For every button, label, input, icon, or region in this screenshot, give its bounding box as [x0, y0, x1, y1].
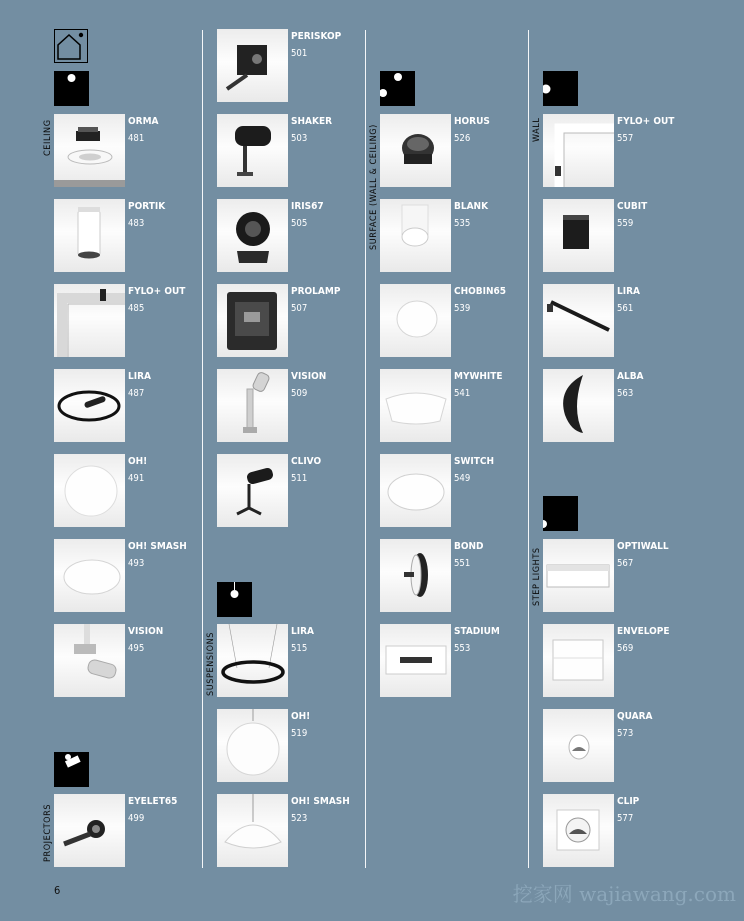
- product-thumbnail-envelope[interactable]: [543, 624, 614, 697]
- product-thumbnail-blank[interactable]: [380, 199, 451, 272]
- product-name: OH! SMASH: [128, 541, 187, 552]
- product-name: OH!: [128, 456, 148, 467]
- product-thumbnail-lira-wall[interactable]: [543, 284, 614, 357]
- product-page: 541: [454, 388, 471, 399]
- oval-icon: [54, 539, 125, 612]
- wall-cube-icon: [543, 199, 614, 272]
- product-thumbnail-fylo-out[interactable]: [54, 284, 125, 357]
- pole-spot-icon: [217, 369, 288, 442]
- product-thumbnail-shaker[interactable]: [217, 114, 288, 187]
- product-thumbnail-oh-smash-pendant[interactable]: [217, 794, 288, 867]
- rounded-disc-icon: [380, 284, 451, 357]
- recessed-slot-icon: [380, 624, 451, 697]
- spot-icon: [54, 624, 125, 697]
- product-page: 487: [128, 388, 145, 399]
- pendant-ring-icon: [217, 624, 288, 697]
- square-panel-icon: [380, 369, 451, 442]
- product-thumbnail-switch[interactable]: [380, 454, 451, 527]
- product-thumbnail-lira-pendant[interactable]: [217, 624, 288, 697]
- product-name: HORUS: [454, 116, 490, 127]
- ceiling-dot-icon: [54, 71, 89, 106]
- step-clip-icon: [543, 794, 614, 867]
- ring-icon: [54, 369, 125, 442]
- product-page: 526: [454, 133, 471, 144]
- product-thumbnail-prolamp[interactable]: [217, 284, 288, 357]
- flat-disc-icon: [380, 454, 451, 527]
- product-thumbnail-alba[interactable]: [543, 369, 614, 442]
- product-name: SWITCH: [454, 456, 495, 467]
- category-label-surface: SURFACE (WALL & CEILING): [369, 124, 379, 250]
- wall-disc-icon: [380, 539, 451, 612]
- column-divider: [202, 30, 203, 868]
- product-page: 509: [291, 388, 308, 399]
- product-name: LIRA: [291, 626, 314, 637]
- product-page: 523: [291, 813, 308, 824]
- product-thumbnail-lira[interactable]: [54, 369, 125, 442]
- spike-spot-icon: [217, 114, 288, 187]
- product-name: CLIVO: [291, 456, 322, 467]
- category-label-suspensions: SUSPENSIONS: [206, 632, 216, 696]
- product-thumbnail-chobin65[interactable]: [380, 284, 451, 357]
- product-page: 573: [617, 728, 634, 739]
- floodlight-icon: [217, 199, 288, 272]
- product-name: ALBA: [617, 371, 644, 382]
- product-page: 539: [454, 303, 471, 314]
- disc-icon: [54, 454, 125, 527]
- product-thumbnail-periskop[interactable]: [217, 29, 288, 102]
- product-name: FYLO+ OUT: [617, 116, 675, 127]
- product-thumbnail-optiwall[interactable]: [543, 539, 614, 612]
- product-name: VISION: [128, 626, 164, 637]
- column-divider: [365, 30, 366, 868]
- panel-flood-icon: [217, 284, 288, 357]
- ceiling-cylinder-icon: [380, 199, 451, 272]
- product-name: BLANK: [454, 201, 489, 212]
- product-thumbnail-vision-pole[interactable]: [217, 369, 288, 442]
- product-name: PERISKOP: [291, 31, 342, 42]
- product-page: 559: [617, 218, 634, 229]
- product-page: 493: [128, 558, 145, 569]
- house-logo-icon: [54, 29, 88, 63]
- product-page: 499: [128, 813, 145, 824]
- product-page: 505: [291, 218, 308, 229]
- product-thumbnail-fylo-out-wall[interactable]: [543, 114, 614, 187]
- product-thumbnail-oh-pendant[interactable]: [217, 709, 288, 782]
- product-name: FYLO+ OUT: [128, 286, 186, 297]
- product-thumbnail-bond[interactable]: [380, 539, 451, 612]
- product-name: IRIS67: [291, 201, 324, 212]
- product-page: 507: [291, 303, 308, 314]
- product-name: OH!: [291, 711, 311, 722]
- product-page: 549: [454, 473, 471, 484]
- product-page: 495: [128, 643, 145, 654]
- product-thumbnail-vision[interactable]: [54, 624, 125, 697]
- projector-icon: [54, 752, 89, 787]
- product-page: 519: [291, 728, 308, 739]
- product-name: CLIP: [617, 796, 640, 807]
- category-label-ceiling: CEILING: [43, 119, 53, 156]
- pendant-globe-icon: [217, 709, 288, 782]
- product-page: 511: [291, 473, 308, 484]
- product-name: PROLAMP: [291, 286, 341, 297]
- column-divider: [528, 30, 529, 868]
- product-page: 577: [617, 813, 634, 824]
- cylinder-icon: [54, 199, 125, 272]
- product-name: CHOBIN65: [454, 286, 507, 297]
- product-name: ENVELOPE: [617, 626, 670, 637]
- surface-dots-icon: [380, 71, 415, 106]
- product-thumbnail-eyelet65[interactable]: [54, 794, 125, 867]
- product-page: 535: [454, 218, 471, 229]
- category-label-projectors: PROJECTORS: [43, 803, 53, 862]
- product-thumbnail-iris67[interactable]: [217, 199, 288, 272]
- product-page: 503: [291, 133, 308, 144]
- product-thumbnail-cubit[interactable]: [543, 199, 614, 272]
- eyelet-icon: [54, 794, 125, 867]
- cube-projector-icon: [217, 29, 288, 102]
- category-label-step-lights: STEP LIGHTS: [532, 547, 542, 606]
- product-page: 515: [291, 643, 308, 654]
- product-page: 485: [128, 303, 145, 314]
- product-name: MYWHITE: [454, 371, 503, 382]
- product-page: 557: [617, 133, 634, 144]
- product-name: SHAKER: [291, 116, 333, 127]
- crescent-icon: [543, 369, 614, 442]
- product-name: STADIUM: [454, 626, 500, 637]
- watermark: 挖家网 wajiawang.com: [512, 882, 736, 906]
- product-page: 483: [128, 218, 145, 229]
- product-thumbnail-quara[interactable]: [543, 709, 614, 782]
- product-name: LIRA: [128, 371, 151, 382]
- wall-dot-icon: [543, 71, 578, 106]
- product-thumbnail-stadium[interactable]: [380, 624, 451, 697]
- product-name: PORTIK: [128, 201, 166, 212]
- envelope-icon: [543, 624, 614, 697]
- product-name: EYELET65: [128, 796, 178, 807]
- product-page: 569: [617, 643, 634, 654]
- product-name: CUBIT: [617, 201, 648, 212]
- corner-frame-icon: [543, 114, 614, 187]
- downlight-icon: [54, 114, 125, 187]
- product-page: 553: [454, 643, 471, 654]
- product-thumbnail-portik[interactable]: [54, 199, 125, 272]
- suspension-icon: [217, 582, 252, 617]
- garden-spot-icon: [217, 454, 288, 527]
- product-thumbnail-clip[interactable]: [543, 794, 614, 867]
- step-light-icon: [543, 496, 578, 531]
- product-page: 501: [291, 48, 308, 59]
- product-thumbnail-oh-smash[interactable]: [54, 539, 125, 612]
- product-thumbnail-mywhite[interactable]: [380, 369, 451, 442]
- product-name: OH! SMASH: [291, 796, 350, 807]
- honeycomb-icon: [380, 114, 451, 187]
- page-number: 6: [54, 884, 61, 897]
- step-round-icon: [543, 709, 614, 782]
- linear-bar-icon: [543, 284, 614, 357]
- product-page: 563: [617, 388, 634, 399]
- product-thumbnail-clivo[interactable]: [217, 454, 288, 527]
- product-thumbnail-oh[interactable]: [54, 454, 125, 527]
- product-name: LIRA: [617, 286, 640, 297]
- product-page: 561: [617, 303, 634, 314]
- product-page: 481: [128, 133, 145, 144]
- product-name: VISION: [291, 371, 327, 382]
- product-page: 491: [128, 473, 145, 484]
- product-page: 567: [617, 558, 634, 569]
- pendant-dome-icon: [217, 794, 288, 867]
- wall-box-icon: [543, 539, 614, 612]
- category-label-wall: WALL: [532, 117, 542, 142]
- product-thumbnail-horus[interactable]: [380, 114, 451, 187]
- product-name: BOND: [454, 541, 484, 552]
- product-thumbnail-orma[interactable]: [54, 114, 125, 187]
- frame-icon: [54, 284, 125, 357]
- product-name: OPTIWALL: [617, 541, 669, 552]
- product-name: QUARA: [617, 711, 653, 722]
- product-page: 551: [454, 558, 471, 569]
- product-name: ORMA: [128, 116, 159, 127]
